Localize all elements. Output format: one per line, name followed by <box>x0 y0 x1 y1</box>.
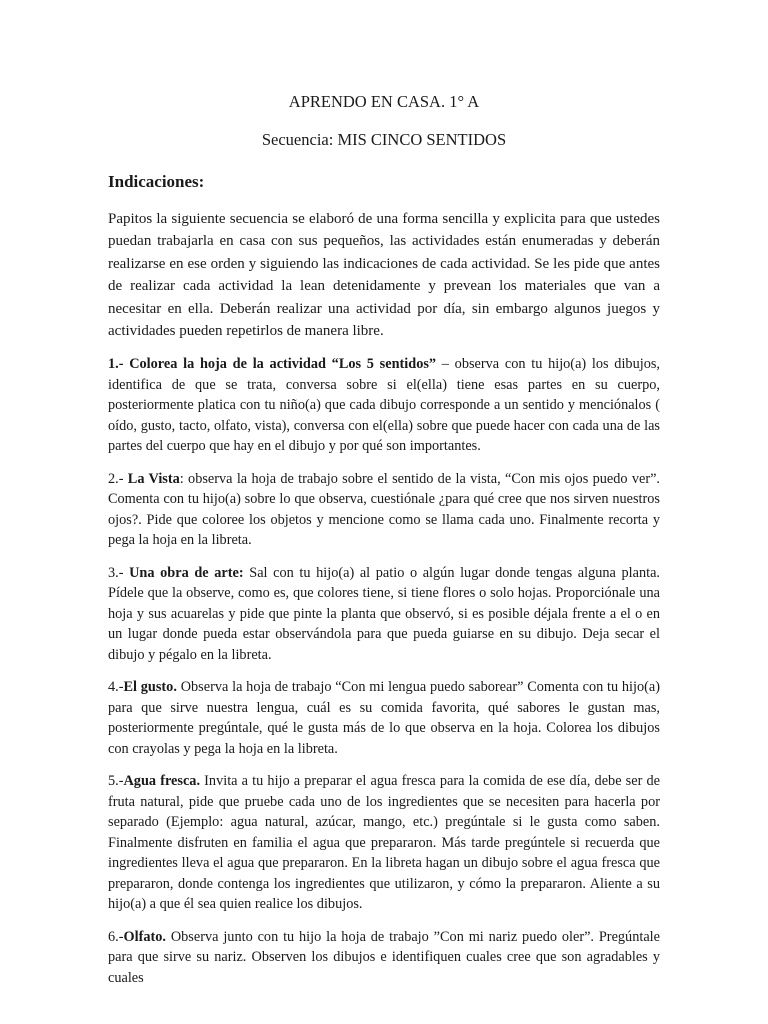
activity-label: Una obra de arte: <box>129 564 244 581</box>
activity-number: 6.- <box>108 928 124 945</box>
activity-item <box>108 469 660 551</box>
activity-item <box>108 354 660 457</box>
activity-text: Sal con tu hijo(a) al patio o algún lugar donde tengas alguna planta. Pídele que la observe, como es, que colores tiene, si tiene flores o solo hojas. Proporciónale una hoja y sus acuarelas y pide que pinte la planta que observó, si es posible déjala frente a el o en un lugar donde pueda estar observándola para que pueda guiarse en su dibujo. Deja secar el dibujo y pégalo en la libreta. <box>108 564 660 663</box>
document-subtitle: Secuencia: MIS CINCO SENTIDOS <box>261 130 507 149</box>
activity-text: : observa la hoja de trabajo sobre el sentido de la vista, “Con mis ojos puedo ver”. Comenta con tu hijo(a) sobre lo que observa, cuestiónale ¿para qué cree que nos sirven nuestros ojos?. Pide que coloree los objetos y mencione como se llama cada uno. Finalmente recorta y pega la hoja en la libreta. <box>108 470 660 549</box>
activity-number: 3.- <box>108 564 130 581</box>
activity-item <box>108 771 660 915</box>
activity-number: 2.- <box>108 470 128 487</box>
activity-number: 4.- <box>108 679 124 696</box>
activity-label: El gusto. <box>123 679 177 696</box>
activity-label: 1.- Colorea la hoja de la actividad “Los 5 sentidos” <box>108 356 437 373</box>
activity-text: – observa con tu hijo(a) los dibujos, identifica de que se trata, conversa sobre si el(ella) tiene esas partes en su cuerpo, posteriormente platica con tu niño(a) que cada dibujo corresponde a un sentido y menciónalos ( oído, gusto, tacto, olfato, vista), conversa con el(ella) sobre que puede hacer con cada una de las partes del cuerpo que hay en el dibujo y por qué son importantes. <box>108 356 660 455</box>
activity-text: Observa la hoja de trabajo “Con mi lengua puedo saborear” Comenta con tu hijo(a) para que sirve nuestra lengua, cuál es su comida favorita, qué sabores le gustan mas, posteriormente pregúntale, qué le gusta más de lo que observa en la hoja. Colorea los dibujos con crayolas y pega la hoja en la libreta. <box>108 679 661 757</box>
activity-item <box>108 677 660 759</box>
activity-item <box>108 563 660 666</box>
activity-number: 5.- <box>108 773 124 790</box>
activity-text: Invita a tu hijo a preparar el agua fresca para la comida de ese día, debe ser de fruta natural, pide que pruebe cada uno de los ingredientes que se necesiten para hacerla por separado (Ejemplo: agua natural, azúcar, mango, etc.) pregúntale si le gusta como saben. Finalmente disfruten en familia el agua que prepararon. Más tarde pregúntele si recuerda que ingredientes lleva el agua que prepararon. En la libreta hagan un dibujo sobre el agua fresca que prepararon, donde contenga los ingredientes que utilizaron, y cómo la prepararon. Aliente a su hijo(a) a que él sea quien realice los dibujos. <box>108 773 660 913</box>
activity-label: Olfato. <box>123 928 166 945</box>
activity-label: La Vista <box>127 470 180 487</box>
activity-item <box>108 927 660 989</box>
section-heading: Indicaciones: <box>108 172 205 191</box>
intro-paragraph: Papitos la siguiente secuencia se elaboró de una forma sencilla y explicita para que ustedes puedan trabajarla en casa con sus pequeños, las actividades están enumeradas y deberán realizarse en ese orden y siguiendo las indicaciones de cada actividad. Se les pide que antes de realizar cada actividad la lean detenidamente y prevean los materiales que van a necesitar en ella. Deberán realizar una actividad por día, sin embargo algunos juegos y actividades pueden repetirlos de manera libre. <box>108 211 660 340</box>
activity-text: Observa junto con tu hijo la hoja de trabajo ”Con mi nariz puedo oler”. Pregúntale para que sirve su nariz. Observen los dibujos e identifiquen cuales cree que son agradables y cuales <box>108 928 660 986</box>
document-title: APRENDO EN CASA. 1° A <box>288 92 480 111</box>
activity-label: Agua fresca. <box>123 773 201 790</box>
